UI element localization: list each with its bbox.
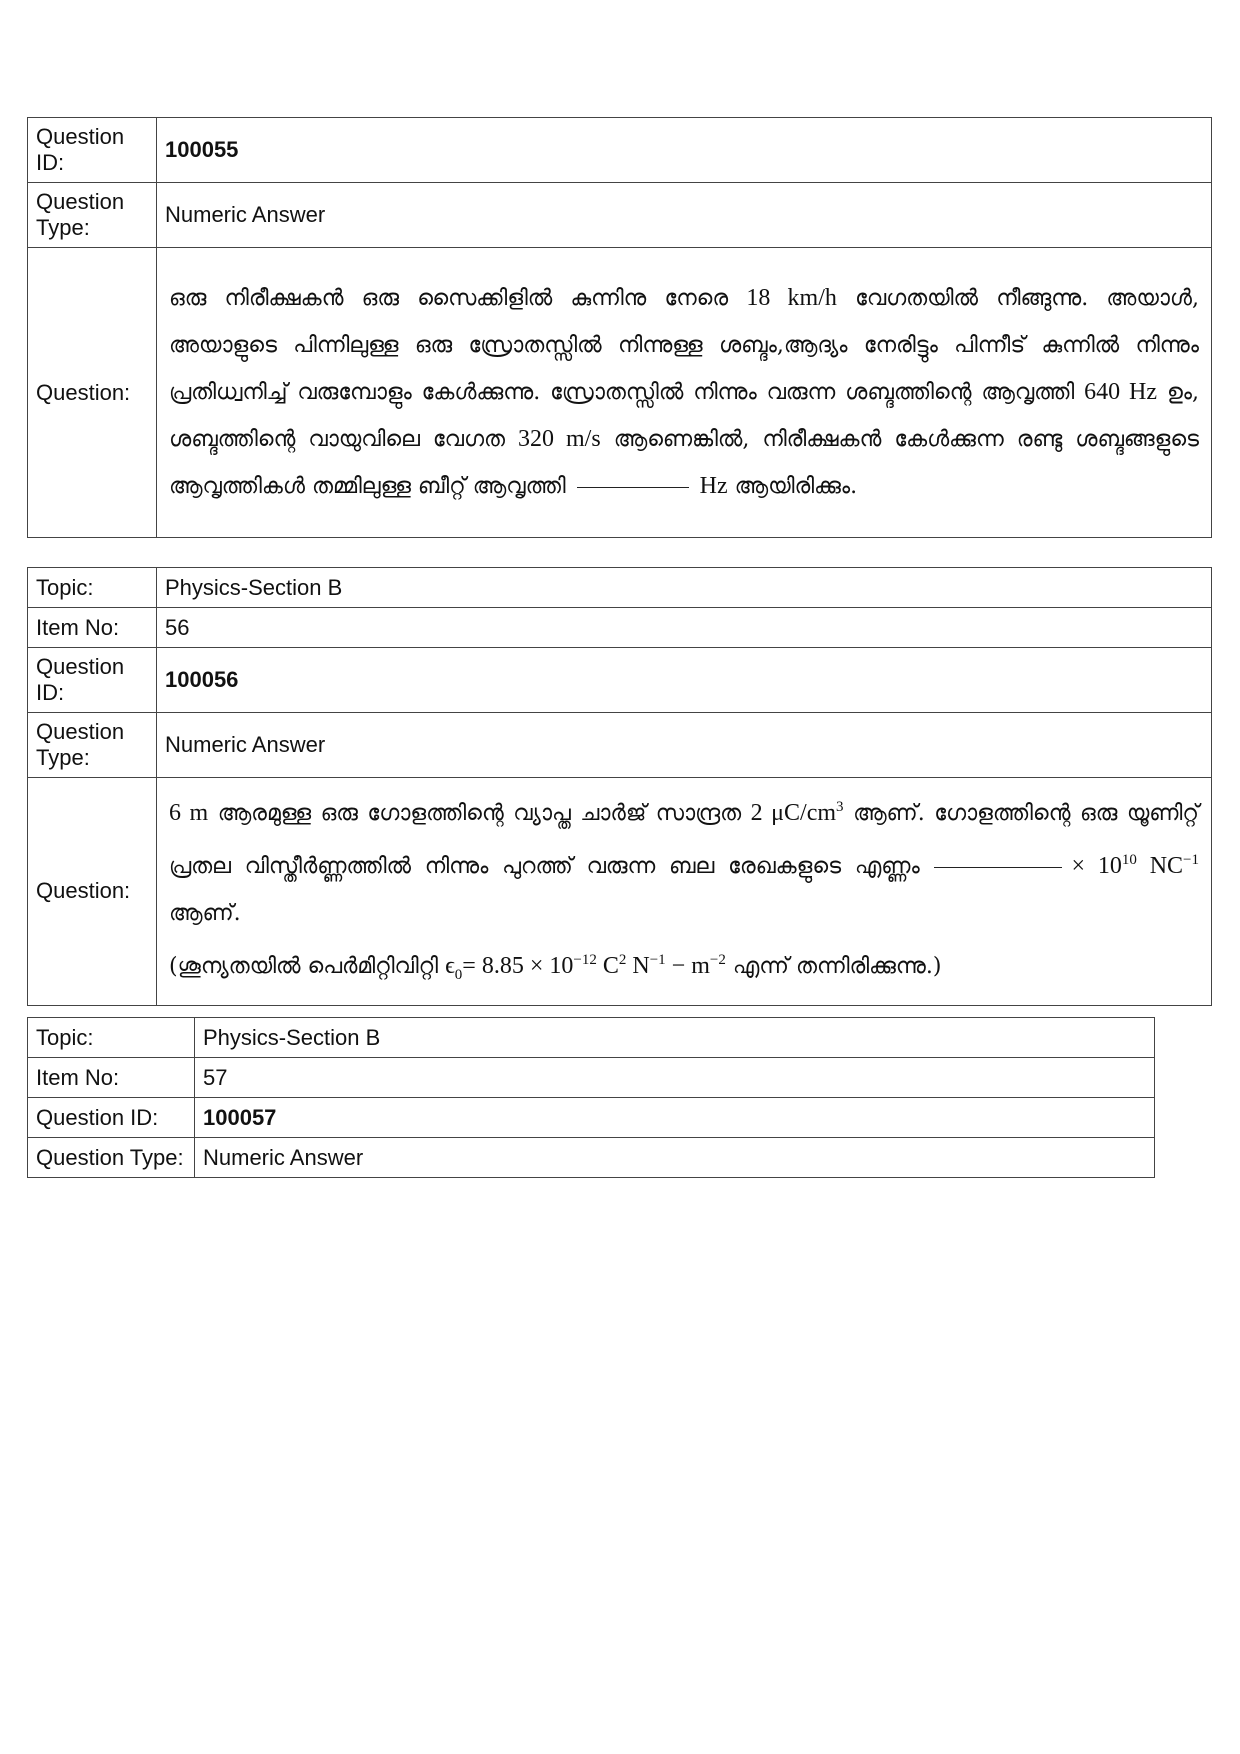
question-id-value: 100055 <box>157 118 1212 183</box>
question-block-100056 <box>27 567 1212 1006</box>
question-type-value: Numeric Answer <box>157 183 1212 248</box>
item-no-row <box>28 1058 1155 1098</box>
charge-density-value: 2 μC/cm <box>750 800 837 826</box>
question-id-value: 100057 <box>195 1098 1155 1138</box>
question-id-row <box>28 118 1212 183</box>
multiplier: × 10 <box>1071 853 1122 879</box>
question-type-row <box>28 183 1212 248</box>
question-type-label: Question Type: <box>28 713 157 778</box>
speed-value: 18 km/h <box>746 285 837 311</box>
question-text-part: ആണ്. ഗോളത്തിന്റെ ഒരു യൂണിറ്റ് പ്രതല വിസ്തീർണ്ണത്തിൽ നിന്നും പുറത്ത് വരുന്ന ബല രേഖകളുടെ എണ്ണം <box>169 801 1200 879</box>
question-row <box>28 778 1212 1006</box>
multiplier-exponent: 10 <box>1121 852 1137 868</box>
topic-row <box>28 568 1212 608</box>
item-no-label: Item No: <box>28 1058 195 1098</box>
epsilon-exponent: −12 <box>573 952 597 968</box>
unit-n: N <box>632 953 650 979</box>
question-text-part: ഒരു നിരീക്ഷകൻ ഒരു സൈക്കിളിൽ കുന്നിനു നേരെ <box>169 286 729 311</box>
question-text-part: വേഗതയിൽ നീങ്ങുന്നു. അയാൾ, അയാളുടെ പിന്നിലുള്ള ഒരു സ്രോതസ്സിൽ നിന്നുള്ള ശബ്ദം,ആദ്യം നേരിട്ടും പിന്നീട് കുന്നിൽ നിന്നും പ്രതിധ്വനിച്ച് വരുമ്പോളും കേൾക്കുന്നു. സ്രോതസ്സിൽ നിന്നും വരുന്ന ശബ്ദത്തിന്റെ ആവൃത്തി <box>169 286 1200 405</box>
question-type-label: Question Type: <box>28 183 157 248</box>
epsilon-value: = 8.85 × 10 <box>462 953 574 979</box>
topic-label: Topic: <box>28 1018 195 1058</box>
question-block-100055 <box>27 117 1212 538</box>
answer-blank <box>577 486 689 488</box>
question-id-label: Question ID: <box>28 118 157 183</box>
note-text: എന്ന് തന്നിരിക്കുന്നു.) <box>732 954 942 979</box>
charge-density-exponent: 3 <box>836 799 844 815</box>
item-no-value: 56 <box>157 608 1212 648</box>
unit-c: C <box>602 953 619 979</box>
question-id-label: Question ID: <box>28 1098 195 1138</box>
question-block-100057 <box>27 1017 1155 1178</box>
epsilon-symbol: ϵ <box>445 953 455 979</box>
question-type-label: Question Type: <box>28 1138 195 1178</box>
permittivity-note <box>169 937 1199 999</box>
question-text-part: ആരമുള്ള ഒരു ഗോളത്തിന്റെ വ്യാപ്ത ചാർജ് സാന്ദ്രത <box>217 801 742 826</box>
question-text-part: ആണ്. <box>169 901 241 926</box>
epsilon-subscript: 0 <box>454 966 463 983</box>
question-type-row <box>28 713 1212 778</box>
question-type-value: Numeric Answer <box>157 713 1212 778</box>
question-label: Question: <box>28 248 157 538</box>
question-text-part: ആണെങ്കിൽ, നിരീക്ഷകൻ കേൾക്കുന്ന രണ്ടു ശബ്ദങ്ങളുടെ ആവൃത്തികൾ തമ്മിലുള്ള ബീറ്റ് ആവൃത്തി <box>169 427 1199 499</box>
sound-speed-value: 320 m/s <box>518 426 601 452</box>
unit-nc: NC <box>1149 853 1184 879</box>
unit-nc-exponent: −1 <box>1183 852 1199 868</box>
question-id-row <box>28 1098 1155 1138</box>
topic-value: Physics-Section B <box>157 568 1212 608</box>
unit-m-exponent: −2 <box>709 952 726 968</box>
question-type-row <box>28 1138 1155 1178</box>
answer-blank <box>934 866 1062 868</box>
note-text: (ശൂന്യതയിൽ പെർമിറ്റിവിറ്റി <box>169 954 439 979</box>
item-no-row <box>28 608 1212 648</box>
frequency-value: 640 Hz <box>1084 379 1158 405</box>
radius-value: 6 m <box>169 800 209 826</box>
question-id-value: 100056 <box>157 648 1212 713</box>
question-text-part: ഉം, ശബ്ദത്തിന്റെ വായുവിലെ വേഗത <box>169 380 1199 452</box>
question-text <box>157 248 1212 538</box>
question-text <box>157 778 1212 1006</box>
unit-c-exponent: 2 <box>618 952 627 968</box>
item-no-label: Item No: <box>28 608 157 648</box>
unit-m: − m <box>671 953 710 979</box>
item-no-value: 57 <box>195 1058 1155 1098</box>
question-id-label: Question ID: <box>28 648 157 713</box>
unit-hz: Hz <box>699 473 728 499</box>
question-type-value: Numeric Answer <box>195 1138 1155 1178</box>
topic-label: Topic: <box>28 568 157 608</box>
topic-row <box>28 1018 1155 1058</box>
topic-value: Physics-Section B <box>195 1018 1155 1058</box>
question-row <box>28 248 1212 538</box>
question-id-row <box>28 648 1212 713</box>
question-label: Question: <box>28 778 157 1006</box>
question-text-part: ആയിരിക്കും. <box>734 474 858 499</box>
unit-n-exponent: −1 <box>649 952 666 968</box>
